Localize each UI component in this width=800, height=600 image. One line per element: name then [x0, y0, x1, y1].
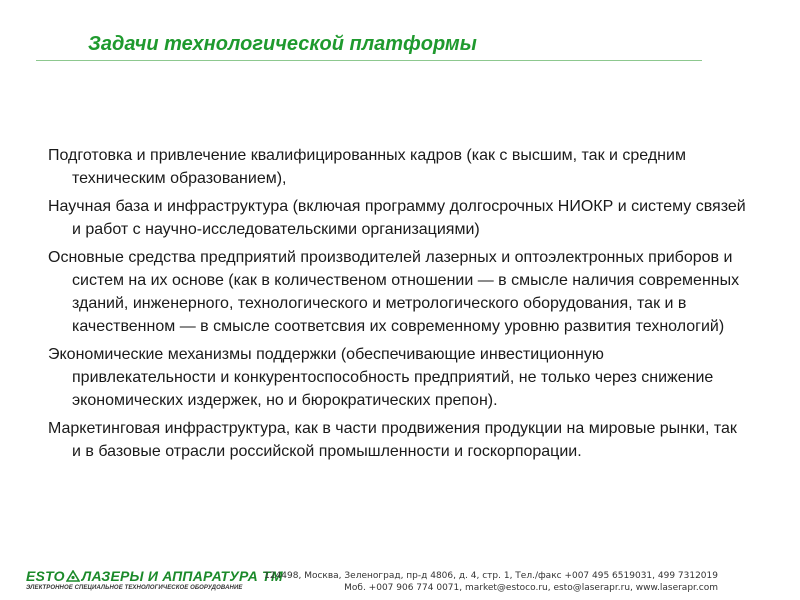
- company-phone-email: Моб. +007 906 774 0071, market@estoco.ru, esto@laserapr.ru, www.laserapr.com: [344, 583, 718, 593]
- logo-title: [26, 568, 283, 584]
- task-item-fixed-assets: Основные средства предприятий производителей лазерных и оптоэлектронных приборов и систем на их основе (как в количественом отношении — в смысле наличия современных зданий, инженерного, технологического и метрологического оборудования, так и в качественном — в смысле соответсвия их современному уровню развития технологий): [48, 249, 740, 335]
- task-item-marketing: Маркетинговая инфраструктура, как в части продвижения продукции на мировые рынки, так и в базовые отрасли российской промышленности и госкорпорации.: [48, 420, 737, 460]
- slide-title: Задачи технологической платформы: [88, 33, 477, 55]
- task-item-personnel: Подготовка и привлечение квалифицированных кадров (как с высшим, так и средним техническим образованием),: [48, 147, 686, 187]
- task-item-science-base: Научная база и инфраструктура (включая программу долгосрочных НИОКР и систему связей и работ с научно-исследовательскими организациями): [48, 198, 746, 238]
- company-logo: [26, 568, 283, 596]
- task-list: [48, 144, 748, 468]
- title-divider: [36, 60, 702, 61]
- task-item-economic-mechanisms: Экономические механизмы поддержки (обеспечивающие инвестиционную привлекательности и конкурентоспособность предприятий, не только через снижение экономических издержек, но и бюрократических препон).: [48, 346, 714, 409]
- logo-text: ЛАЗЕРЫ И АППАРАТУРА ТМ: [81, 568, 283, 584]
- laser-beam-icon: [66, 570, 80, 582]
- logo-brand: ESTO: [26, 568, 65, 584]
- company-address: 124498, Москва, Зеленоград, пр-д 4806, д. 4, стр. 1, Тел./факс +007 495 6519031, 499 7312019: [264, 571, 718, 581]
- footer: [0, 560, 800, 600]
- logo-subtitle: ЭЛЕКТРОННОЕ СПЕЦИАЛЬНОЕ ТЕХНОЛОГИЧЕСКОЕ ОБОРУДОВАНИЕ: [26, 585, 243, 591]
- company-contacts: [264, 570, 718, 594]
